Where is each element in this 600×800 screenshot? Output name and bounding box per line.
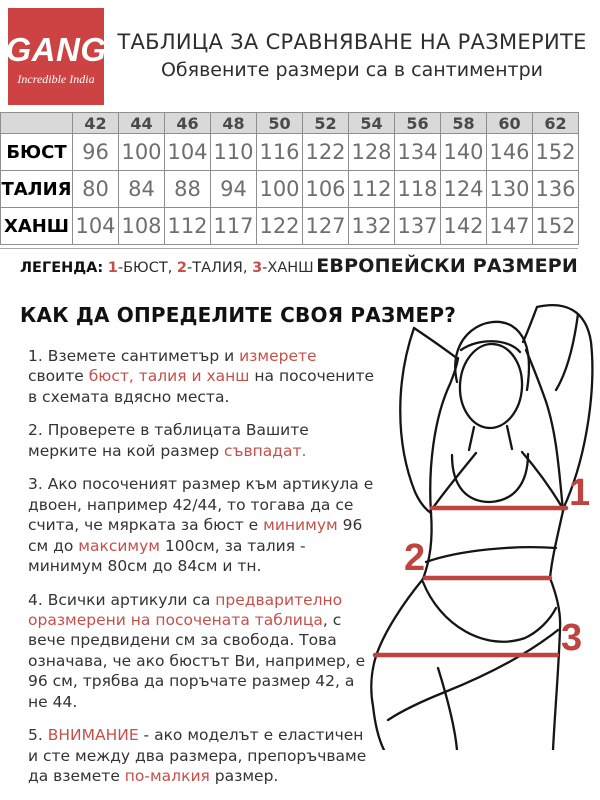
measurement-figure xyxy=(360,300,600,750)
highlighted-text: съвпадат. xyxy=(223,441,307,460)
highlighted-text: измерете xyxy=(239,347,317,365)
size-value: 132 xyxy=(349,208,395,245)
panty-edge xyxy=(388,630,558,720)
bust-label-1: 1 xyxy=(569,472,591,514)
plain-text: 4. Всички артикули са xyxy=(28,590,216,609)
left-hip-leg xyxy=(371,579,423,750)
table-row xyxy=(1,208,579,245)
legend xyxy=(20,260,314,276)
belly-curve xyxy=(423,582,556,642)
highlighted-text: по-малкия xyxy=(124,767,210,786)
brand-name: GANG xyxy=(5,30,107,68)
plain-text: 3. Ако посоченият размер към артикула е двоен, например 42/44, то тогава да се счита, че мярката за бюст е xyxy=(28,475,374,535)
waist-crease xyxy=(426,547,556,562)
left-arm-outer xyxy=(400,328,431,513)
highlighted-text: 2 xyxy=(176,260,188,276)
size-value: 127 xyxy=(303,208,349,245)
size-value: 146 xyxy=(487,134,533,171)
size-value: 136 xyxy=(533,171,579,208)
size-value: 94 xyxy=(211,171,257,208)
size-value: 106 xyxy=(303,171,349,208)
size-column-header: 60 xyxy=(487,113,533,134)
highlighted-text: 1 xyxy=(107,260,118,276)
size-column-header: 42 xyxy=(73,113,119,134)
left-arm-inner xyxy=(430,358,458,513)
hair-outline xyxy=(455,322,529,390)
size-value: 104 xyxy=(73,208,119,245)
plain-text: на посочените в схемата вдясно места. xyxy=(28,367,375,406)
waist-label-2: 2 xyxy=(404,537,426,579)
size-column-header: 48 xyxy=(211,113,257,134)
neck-left xyxy=(469,427,474,450)
howto-steps xyxy=(22,346,376,800)
table-row xyxy=(1,171,579,208)
size-value: 100 xyxy=(119,134,165,171)
woman-outline-illustration xyxy=(360,300,600,750)
step-5 xyxy=(22,725,376,786)
top-left-strap xyxy=(432,453,476,509)
horizontal-divider xyxy=(0,248,578,249)
row-label: БЮСТ xyxy=(1,134,73,171)
step-3 xyxy=(22,474,376,576)
plain-text: -ХАНШ xyxy=(262,260,314,276)
size-table-body xyxy=(1,134,579,245)
size-value: 117 xyxy=(211,208,257,245)
size-value: 84 xyxy=(119,171,165,208)
plain-text: 2. Проверете в таблицата Вашите мерките на кой размер xyxy=(28,421,309,460)
size-value: 100 xyxy=(257,171,303,208)
size-column-header: 52 xyxy=(303,113,349,134)
size-column-header: 44 xyxy=(119,113,165,134)
size-value: 128 xyxy=(349,134,395,171)
plain-text: -ТАЛИЯ, xyxy=(187,260,253,276)
size-value: 80 xyxy=(73,171,119,208)
plain-text: 100см, за талия - минимум 80см до 84см и тн. xyxy=(28,536,306,576)
brand-logo xyxy=(5,8,107,105)
inner-thigh-line xyxy=(438,668,457,750)
hips-label-3: 3 xyxy=(561,617,583,659)
size-value: 142 xyxy=(441,208,487,245)
plain-text: своите xyxy=(28,367,89,386)
highlighted-text: максимум xyxy=(78,536,160,555)
size-value: 152 xyxy=(533,134,579,171)
right-arm-inner xyxy=(526,350,563,511)
size-value: 96 xyxy=(73,134,119,171)
page-title: ТАБЛИЦА ЗА СРАВНЯВАНЕ НА РАЗМЕРИТЕ xyxy=(117,30,587,54)
step-4 xyxy=(22,590,376,713)
face-outline xyxy=(458,342,524,429)
brand-tagline: Incredible India xyxy=(17,71,95,86)
size-value: 104 xyxy=(165,134,211,171)
size-value: 134 xyxy=(395,134,441,171)
howto-heading: КАК ДА ОПРЕДЕЛИТЕ СВОЯ РАЗМЕР? xyxy=(20,303,456,327)
size-value: 118 xyxy=(395,171,441,208)
highlighted-text: 3 xyxy=(252,260,263,276)
size-value: 116 xyxy=(257,134,303,171)
right-forearm xyxy=(523,307,537,342)
size-column-header: 56 xyxy=(395,113,441,134)
size-column-header: 50 xyxy=(257,113,303,134)
plain-text: - ако моделът е еластичен и сте между два размера, препоръчваме да вземете xyxy=(28,726,367,786)
highlighted-text: ВНИМАНИЕ xyxy=(47,726,139,745)
right-hip-leg xyxy=(550,578,560,750)
size-value: 130 xyxy=(487,171,533,208)
step-2 xyxy=(22,420,376,461)
size-value: 147 xyxy=(487,208,533,245)
legend-items xyxy=(103,260,314,276)
size-value: 110 xyxy=(211,134,257,171)
size-column-header: 46 xyxy=(165,113,211,134)
size-value: 140 xyxy=(441,134,487,171)
highlighted-text: минимум xyxy=(263,516,338,535)
plain-text: 96 см до xyxy=(28,516,363,555)
step-1 xyxy=(22,346,376,407)
hairline xyxy=(461,341,520,352)
size-column-header: 62 xyxy=(533,113,579,134)
highlighted-text: бюст, талия и ханш xyxy=(88,367,250,386)
table-row xyxy=(1,134,579,171)
european-sizes-label: ЕВРОПЕЙСКИ РАЗМЕРИ xyxy=(316,255,578,277)
page-subtitle: Обявените размери са в сантиментри xyxy=(160,59,544,81)
left-forearm xyxy=(414,328,458,359)
plain-text: 1. Вземете сантиметър и xyxy=(28,347,240,365)
size-value: 122 xyxy=(257,208,303,245)
legend-row xyxy=(20,255,578,277)
size-table-wrap xyxy=(0,112,578,245)
size-table-head xyxy=(1,113,579,134)
size-value: 122 xyxy=(303,134,349,171)
row-label: ХАНШ xyxy=(1,208,73,245)
size-value: 137 xyxy=(395,208,441,245)
top-right-strap xyxy=(522,452,562,507)
highlighted-text: предварително оразмерени на посочената таблица xyxy=(28,590,343,629)
plain-text: размер. xyxy=(209,767,279,786)
plain-text: -БЮСТ, xyxy=(117,260,177,276)
size-column-header: 54 xyxy=(349,113,395,134)
neck-right xyxy=(507,426,512,449)
legend-title: ЛЕГЕНДА: xyxy=(20,260,104,276)
size-value: 88 xyxy=(165,171,211,208)
torso-right xyxy=(550,511,563,578)
size-value: 124 xyxy=(441,171,487,208)
size-value: 112 xyxy=(349,171,395,208)
page-header xyxy=(104,30,600,81)
size-column-header: 58 xyxy=(441,113,487,134)
top-neckline xyxy=(452,454,528,502)
plain-text: , с вече предвидени см за свобода. Това означава, че ако бюстът Ви, например, е 96 см, трябва да поръчате размер 42, а не 44. xyxy=(28,610,366,711)
right-hand-line xyxy=(556,314,578,390)
corner-cell xyxy=(1,113,73,134)
size-value: 112 xyxy=(165,208,211,245)
plain-text: 5. xyxy=(28,726,48,745)
size-table xyxy=(0,112,579,245)
size-value: 108 xyxy=(119,208,165,245)
row-label: ТАЛИЯ xyxy=(1,171,73,208)
size-value: 152 xyxy=(533,208,579,245)
